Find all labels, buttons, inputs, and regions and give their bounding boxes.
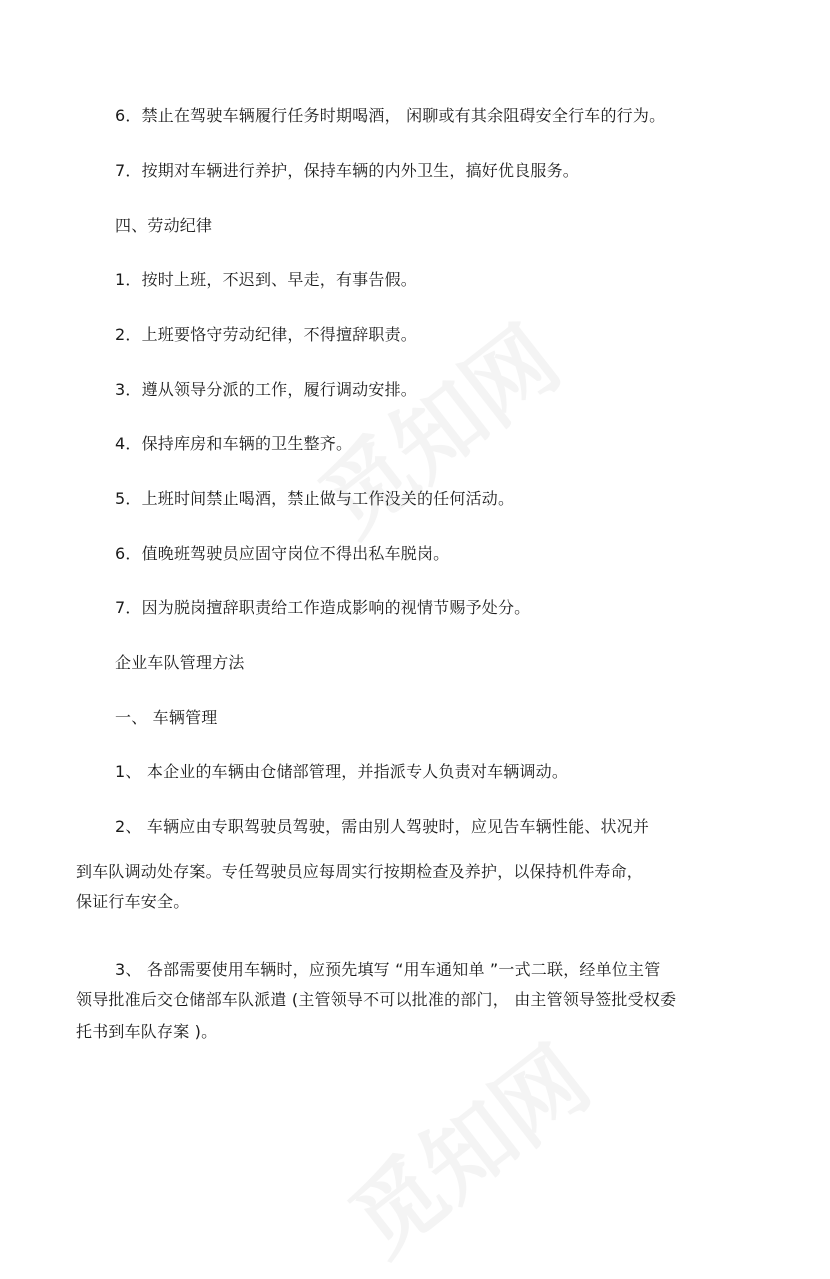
paragraph-line: 3、 各部需要使用车辆时，应预先填写 “用车通知单 ”一式二联，经单位主管 xyxy=(115,960,661,979)
paragraph-line: 7．因为脱岗擅辞职责给工作造成影响的视情节赐予处分。 xyxy=(115,598,531,617)
section-heading: 一、 车辆管理 xyxy=(115,708,218,727)
paragraph-line: 3．遵从领导分派的工作，履行调动安排。 xyxy=(115,380,417,399)
paragraph-line: 到车队调动处存案。专任驾驶员应每周实行按期检查及养护，以保持机件寿命， xyxy=(76,862,644,881)
paragraph-line: 1、 本企业的车辆由仓储部管理，并指派专人负责对车辆调动。 xyxy=(115,762,569,781)
paragraph-line: 7．按期对车辆进行养护，保持车辆的内外卫生，搞好优良服务。 xyxy=(115,161,579,180)
paragraph-line: 保证行车安全。 xyxy=(76,892,190,911)
section-heading: 四、劳动纪律 xyxy=(115,216,213,235)
document-subtitle: 企业车队管理方法 xyxy=(115,653,245,672)
paragraph-line: 托书到车队存案 )。 xyxy=(76,1022,218,1041)
paragraph-line: 1．按时上班，不迟到、早走，有事告假。 xyxy=(115,270,417,289)
paragraph-line: 6．禁止在驾驶车辆履行任务时期喝酒， 闲聊或有其余阻碍安全行车的行为。 xyxy=(115,106,666,125)
paragraph-line: 2．上班要恪守劳动纪律，不得擅辞职责。 xyxy=(115,325,417,344)
paragraph-line: 6．值晚班驾驶员应固守岗位不得出私车脱岗。 xyxy=(115,544,450,563)
paragraph-line: 领导批准后交仓储部车队派遣 (主管领导不可以批准的部门， 由主管领导签批受权委 xyxy=(76,990,677,1009)
watermark-text xyxy=(319,1011,612,1279)
paragraph-line: 2、 车辆应由专职驾驶员驾驶，需由别人驾驶时，应见告车辆性能、状况并 xyxy=(115,817,650,836)
paragraph-line: 5．上班时间禁止喝酒，禁止做与工作没关的任何活动。 xyxy=(115,489,515,508)
paragraph-line: 4．保持库房和车辆的卫生整齐。 xyxy=(115,434,353,453)
